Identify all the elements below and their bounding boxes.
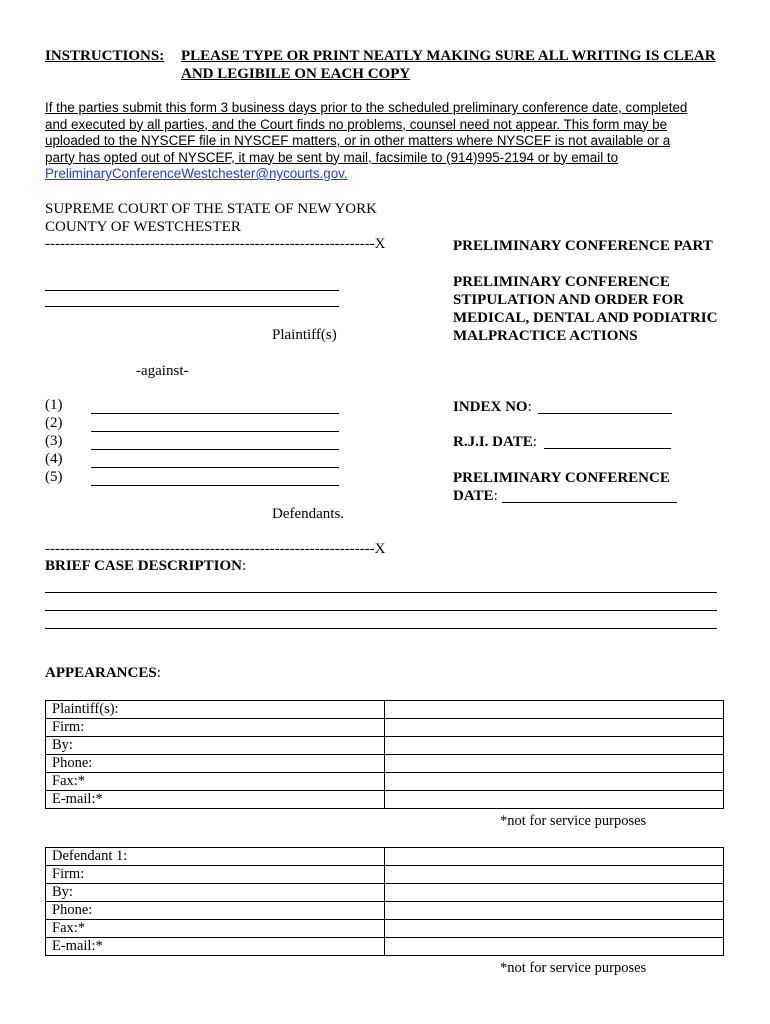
service-note-1: *not for service purposes	[500, 813, 647, 829]
firm-value-cell[interactable]	[385, 866, 724, 884]
email-row-label: E-mail:*	[46, 791, 385, 809]
service-note-2: *not for service purposes	[500, 960, 647, 976]
form-title	[453, 273, 717, 345]
table-row	[46, 737, 724, 755]
table-row	[46, 884, 724, 902]
defendant-row-label: Defendant 1:	[46, 848, 385, 866]
phone-row-label: Phone:	[46, 755, 385, 773]
defendant-value-cell[interactable]	[385, 848, 724, 866]
form-title-line-1: PRELIMINARY CONFERENCE	[453, 274, 670, 290]
plaintiff-appearance-table	[45, 700, 724, 809]
notice-line-3: uploaded to the NYSCEF file in NYSCEF matters, or in other matters where NYSCEF is not available or a	[45, 133, 671, 148]
firm-row-label: Firm:	[46, 866, 385, 884]
defendant-number-3: (3)	[45, 433, 63, 449]
by-value-cell[interactable]	[385, 737, 724, 755]
index-no-label: INDEX NO	[453, 399, 528, 415]
defendant-line-1[interactable]	[91, 413, 339, 414]
notice-line-2: and executed by all parties, and the Court finds no problems, counsel need not appear. This form may be	[45, 116, 668, 132]
table-row	[46, 719, 724, 737]
case-description-line-2[interactable]	[45, 610, 717, 611]
appearances-heading: APPEARANCES:	[45, 665, 161, 681]
table-row	[46, 902, 724, 920]
form-title-line-3: MEDICAL, DENTAL AND PODIATRIC	[453, 310, 718, 326]
email-row-label: E-mail:*	[46, 938, 385, 956]
caption-divider-top: ------------------------------------------------------------------X	[45, 236, 386, 252]
form-title-line-2: STIPULATION AND ORDER FOR	[453, 292, 684, 308]
phone-value-cell[interactable]	[385, 902, 724, 920]
submission-notice	[45, 100, 725, 183]
instructions-line-2: AND LEGIBILE ON EACH COPY	[181, 66, 411, 82]
case-description-line-3[interactable]	[45, 628, 717, 629]
defendant-line-3[interactable]	[91, 449, 339, 450]
against-label: -against-	[136, 363, 189, 379]
pc-date-input[interactable]	[502, 502, 677, 503]
defendant-number-1: (1)	[45, 397, 63, 413]
defendant-appearance-table	[45, 847, 724, 956]
conference-part: PRELIMINARY CONFERENCE PART	[453, 238, 713, 254]
table-row	[46, 701, 724, 719]
appearances-label: APPEARANCES	[45, 665, 157, 681]
rji-date-input[interactable]	[544, 448, 671, 449]
rji-date-field: R.J.I. DATE:	[453, 434, 537, 450]
plaintiff-row-label: Plaintiff(s):	[46, 701, 385, 719]
phone-row-label: Phone:	[46, 902, 385, 920]
instructions-line-1: PLEASE TYPE OR PRINT NEATLY MAKING SURE ALL WRITING IS CLEAR	[181, 48, 716, 64]
by-row-label: By:	[46, 737, 385, 755]
email-value-cell[interactable]	[385, 791, 724, 809]
court-name: SUPREME COURT OF THE STATE OF NEW YORK	[45, 201, 377, 217]
caption-divider-bottom: ------------------------------------------------------------------X	[45, 541, 386, 557]
plaintiffs-label: Plaintiff(s)	[272, 327, 337, 343]
court-county: COUNTY OF WESTCHESTER	[45, 219, 241, 235]
defendant-line-2[interactable]	[91, 431, 339, 432]
rji-date-label: R.J.I. DATE	[453, 434, 533, 450]
table-row	[46, 848, 724, 866]
by-row-label: By:	[46, 884, 385, 902]
pc-date-label-line-1: PRELIMINARY CONFERENCE	[453, 470, 670, 486]
by-value-cell[interactable]	[385, 884, 724, 902]
index-no-input[interactable]	[538, 413, 672, 414]
fax-row-label: Fax:*	[46, 773, 385, 791]
defendants-label: Defendants.	[272, 506, 345, 522]
case-description-label: BRIEF CASE DESCRIPTION	[45, 558, 242, 574]
email-value-cell[interactable]	[385, 938, 724, 956]
case-description-line-1[interactable]	[45, 592, 717, 593]
fax-value-cell[interactable]	[385, 773, 724, 791]
case-description-field: BRIEF CASE DESCRIPTION:	[45, 558, 247, 574]
firm-row-label: Firm:	[46, 719, 385, 737]
fax-value-cell[interactable]	[385, 920, 724, 938]
table-row	[46, 938, 724, 956]
defendant-line-4[interactable]	[91, 467, 339, 468]
pc-date-field: PRELIMINARY CONFERENCE DATE:	[453, 470, 670, 504]
email-link[interactable]: PreliminaryConferenceWestchester@nycourts.gov.	[45, 166, 348, 181]
pc-date-label-line-2: DATE	[453, 488, 494, 504]
table-row	[46, 773, 724, 791]
instructions-header	[45, 47, 716, 83]
plaintiff-name-line-1[interactable]	[45, 290, 339, 291]
firm-value-cell[interactable]	[385, 719, 724, 737]
table-row	[46, 755, 724, 773]
table-row	[46, 866, 724, 884]
defendant-number-4: (4)	[45, 451, 63, 467]
defendant-number-5: (5)	[45, 469, 63, 485]
instructions-label: INSTRUCTIONS:	[45, 48, 165, 64]
table-row	[46, 791, 724, 809]
phone-value-cell[interactable]	[385, 755, 724, 773]
form-title-line-4: MALPRACTICE ACTIONS	[453, 328, 638, 344]
table-row	[46, 920, 724, 938]
index-no-field: INDEX NO:	[453, 399, 532, 415]
notice-line-1: If the parties submit this form 3 business days prior to the scheduled preliminary conference date, completed	[45, 100, 688, 115]
defendant-line-5[interactable]	[91, 485, 339, 486]
defendant-number-2: (2)	[45, 415, 63, 431]
plaintiff-name-line-2[interactable]	[45, 306, 339, 307]
notice-line-4: party has opted out of NYSCEF, it may be sent by mail, facsimile to (914)995-2194 or by email to	[45, 149, 619, 165]
fax-row-label: Fax:*	[46, 920, 385, 938]
plaintiff-value-cell[interactable]	[385, 701, 724, 719]
